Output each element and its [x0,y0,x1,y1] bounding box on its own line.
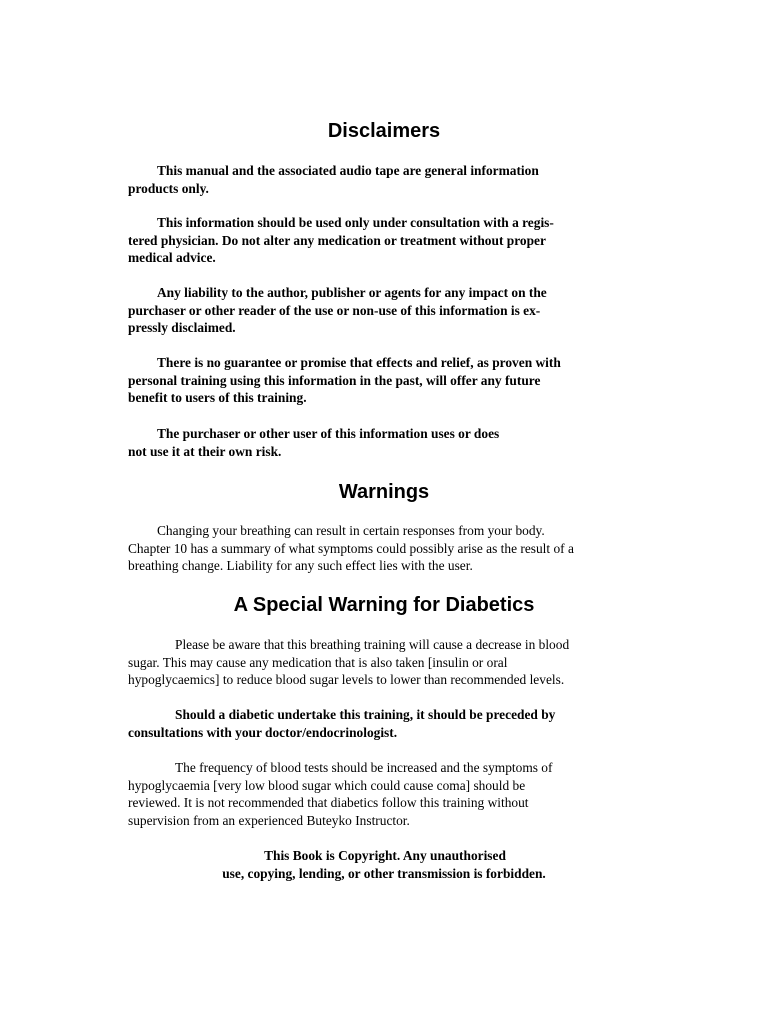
text-line: sugar. This may cause any medication that is also taken [insulin or oral [128,654,508,670]
diabetics-paragraph-3 [128,759,648,829]
text-line: pressly disclaimed. [128,320,236,335]
text-line: products only. [128,180,209,196]
disclaimer-paragraph-2 [128,214,648,267]
text-line: tered physician. Do not alter any medication or treatment without proper [128,232,546,248]
disclaimer-paragraph-5 [128,425,648,460]
text-line: supervision from an experienced Buteyko Instructor. [128,812,410,828]
text-line: Should a diabetic undertake this training, it should be preceded by [175,707,556,722]
warnings-heading: Warnings [338,481,430,503]
copyright-notice [0,847,768,882]
diabetics-paragraph-1 [128,636,648,689]
diabetics-paragraph-2 [128,706,648,741]
text-line: Changing your breathing can result in certain responses from your body. [157,523,545,538]
diabetics-warning-heading: A Special Warning for Diabetics [233,594,535,616]
text-line: This Book is Copyright. Any unauthorised [264,848,506,863]
text-line: Any liability to the author, publisher or agents for any impact on the [157,285,547,300]
text-line: not use it at their own risk. [128,443,282,459]
text-line: There is no guarantee or promise that effects and relief, as proven with [157,355,561,370]
text-line: The purchaser or other user of this information uses or does [157,426,500,441]
text-line: This information should be used only under consultation with a regis- [157,215,554,230]
disclaimer-paragraph-1 [128,162,648,197]
disclaimer-paragraph-3 [128,284,648,337]
text-line: medical advice. [128,250,216,265]
text-line: breathing change. Liability for any such effect lies with the user. [128,558,473,573]
disclaimers-heading: Disclaimers [327,120,441,142]
text-line: Chapter 10 has a summary of what symptoms could possibly arise as the result of a [128,540,574,556]
text-line: benefit to users of this training. [128,390,307,405]
text-line: The frequency of blood tests should be increased and the symptoms of [175,760,553,775]
text-line: use, copying, lending, or other transmission is forbidden. [222,865,546,881]
text-line: personal training using this information in the past, will offer any future [128,372,541,388]
text-line: Please be aware that this breathing training will cause a decrease in blood [175,637,570,652]
text-line: hypoglycaemia [very low blood sugar which could cause coma] should be [128,777,526,793]
text-line: hypoglycaemics] to reduce blood sugar levels to lower than recommended levels. [128,672,565,687]
text-line: purchaser or other reader of the use or non-use of this information is ex- [128,302,541,318]
warnings-paragraph [128,522,648,575]
text-line: reviewed. It is not recommended that diabetics follow this training without [128,795,529,810]
text-line: This manual and the associated audio tape are general information [157,163,539,178]
disclaimer-paragraph-4 [128,354,648,407]
text-line: consultations with your doctor/endocrinologist. [128,724,398,740]
